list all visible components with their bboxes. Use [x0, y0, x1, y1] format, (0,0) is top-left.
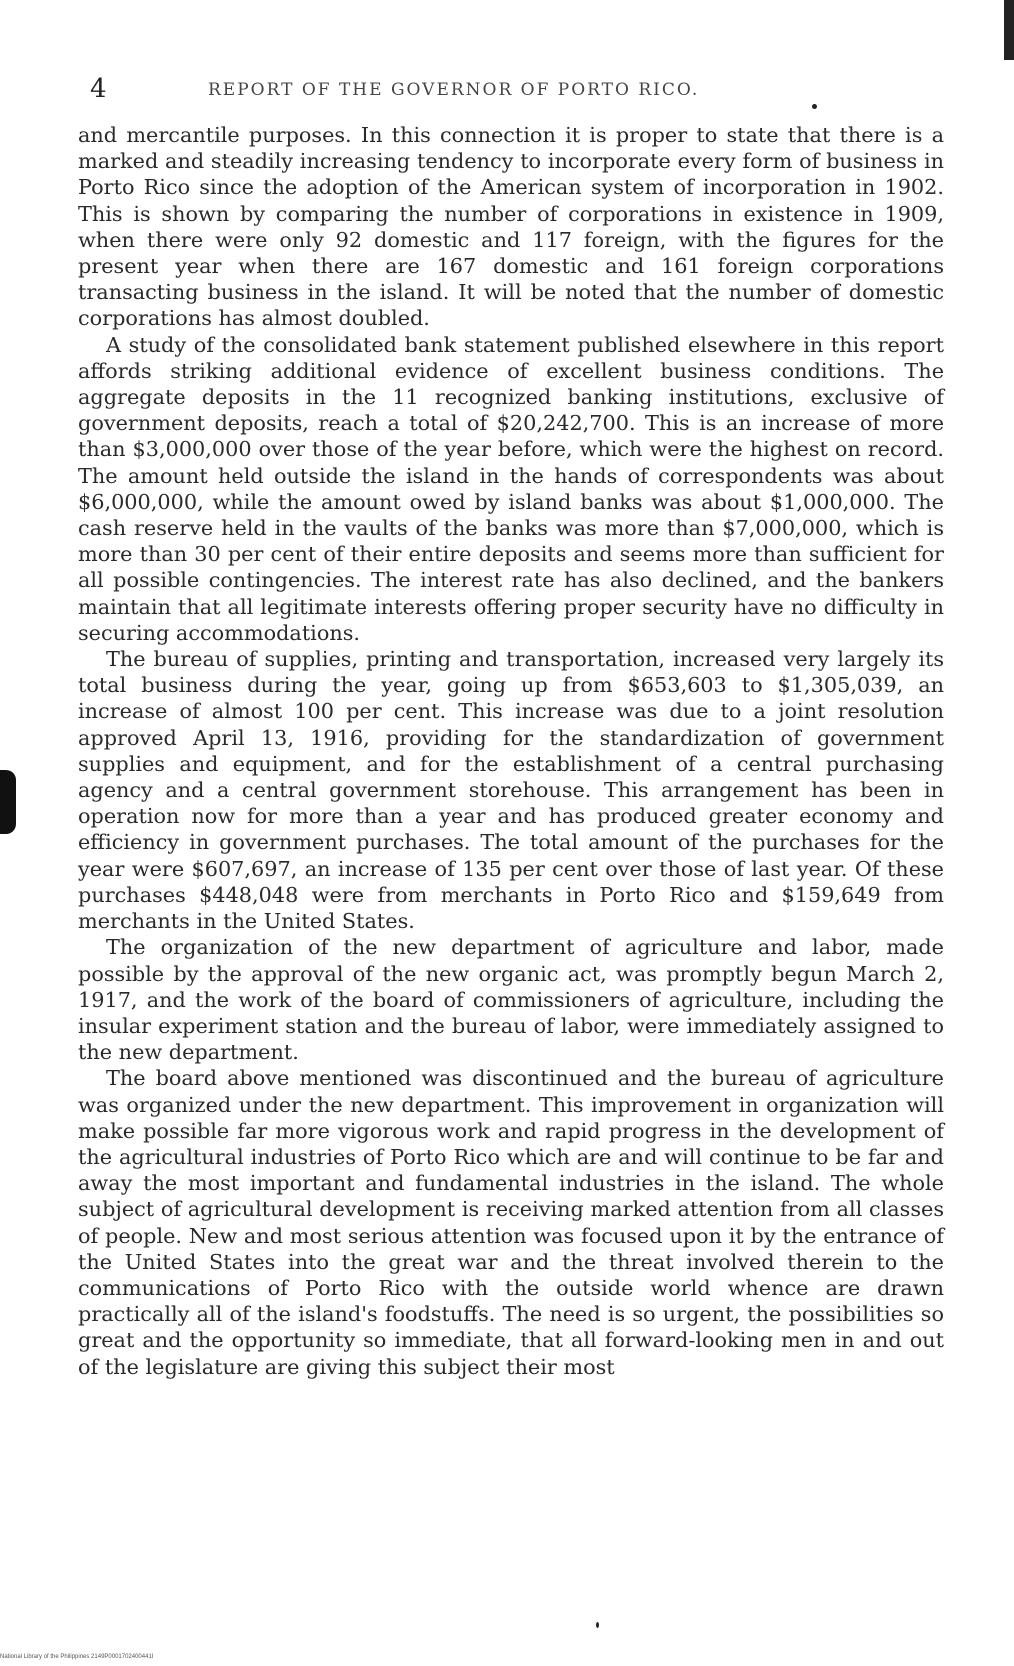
page-header [78, 66, 944, 106]
scan-edge-mark [1004, 0, 1014, 60]
page-number: 4 [90, 74, 107, 104]
scan-thumb-mark [0, 770, 16, 834]
library-credit: National Library of the Philippines 2149P0001702400441I [0, 1654, 154, 1660]
paragraph-bank-statement: A study of the consolidated bank statement published elsewhere in this report affords striking additional evidence of excellent business conditions. The aggregate deposits in the 11 recognized banking institutions, exclusive of government deposits, reach a total of $20,242,700. This is an increase of more than $3,000,000 over those of the year before, which were the highest on record. The amount held outside the island in the hands of correspondents was about $6,000,000, while the amount owed by island banks was about $1,000,000. The cash reserve held in the vaults of the banks was more than $7,000,000, which is more than 30 per cent of their entire deposits and seems more than sufficient for all possible contingencies. The interest rate has also declined, and the bankers maintain that all legitimate interests offering proper security have no difficulty in securing accommodations. [78, 332, 944, 645]
paragraph-board-discontinued: The board above mentioned was discontinued and the bureau of agriculture was organized under the new department. This improvement in organization will make possible far more vigorous work and rapid progress in the development of the agricultural industries of Porto Rico which are and will continue to be far and away the most important and fundamental industries in the island. The whole subject of agricultural development is receiving marked attention from all classes of people. New and most serious attention was focused upon it by the entrance of the United States into the great war and the threat involved therein to the communications of Porto Rico with the outside world whence are drawn practically all of the island's foodstuffs. The need is so urgent, the possibilities so great and the opportunity so immediate, that all forward-looking men in and out of the legislature are giving this subject their most [78, 1066, 944, 1379]
paragraph-department-of-agriculture: The organization of the new department of agriculture and labor, made possible by the approval of the new organic act, was promptly begun March 2, 1917, and the work of the board of commissioners of agriculture, including the insular experiment station and the bureau of labor, were immediately assigned to the new department. [78, 935, 944, 1065]
paragraph-bureau-of-supplies: The bureau of supplies, printing and transportation, increased very largely its total business during the year, going up from $653,603 to $1,305,039, an increase of almost 100 per cent. This increase was due to a joint resolution approved April 13, 1916, providing for the standardization of government supplies and equipment, and for the establishment of a central purchasing agency and a central government storehouse. This arrangement has been in operation now for more than a year and has produced greater economy and efficiency in government purchases. The total amount of the purchases for the year were $607,697, an increase of 135 per cent over those of last year. Of these purchases $448,048 were from merchants in Porto Rico and $159,649 from merchants in the United States. [78, 647, 944, 934]
ink-speck [596, 1622, 599, 1628]
document-page [78, 66, 944, 1379]
running-head: REPORT OF THE GOVERNOR OF PORTO RICO. [208, 80, 700, 100]
body-text [78, 122, 944, 1380]
paragraph-continuation: and mercantile purposes. In this connection it is proper to state that there is a marked and steadily increasing tendency to incorporate every form of business in Porto Rico since the adoption of the American system of incorporation in 1902. This is shown by comparing the number of corporations in existence in 1909, when there were only 92 domestic and 117 foreign, with the figures for the present year when there are 167 domestic and 161 foreign corporations transacting business in the island. It will be noted that the number of domestic corporations has almost doubled. [78, 123, 944, 331]
